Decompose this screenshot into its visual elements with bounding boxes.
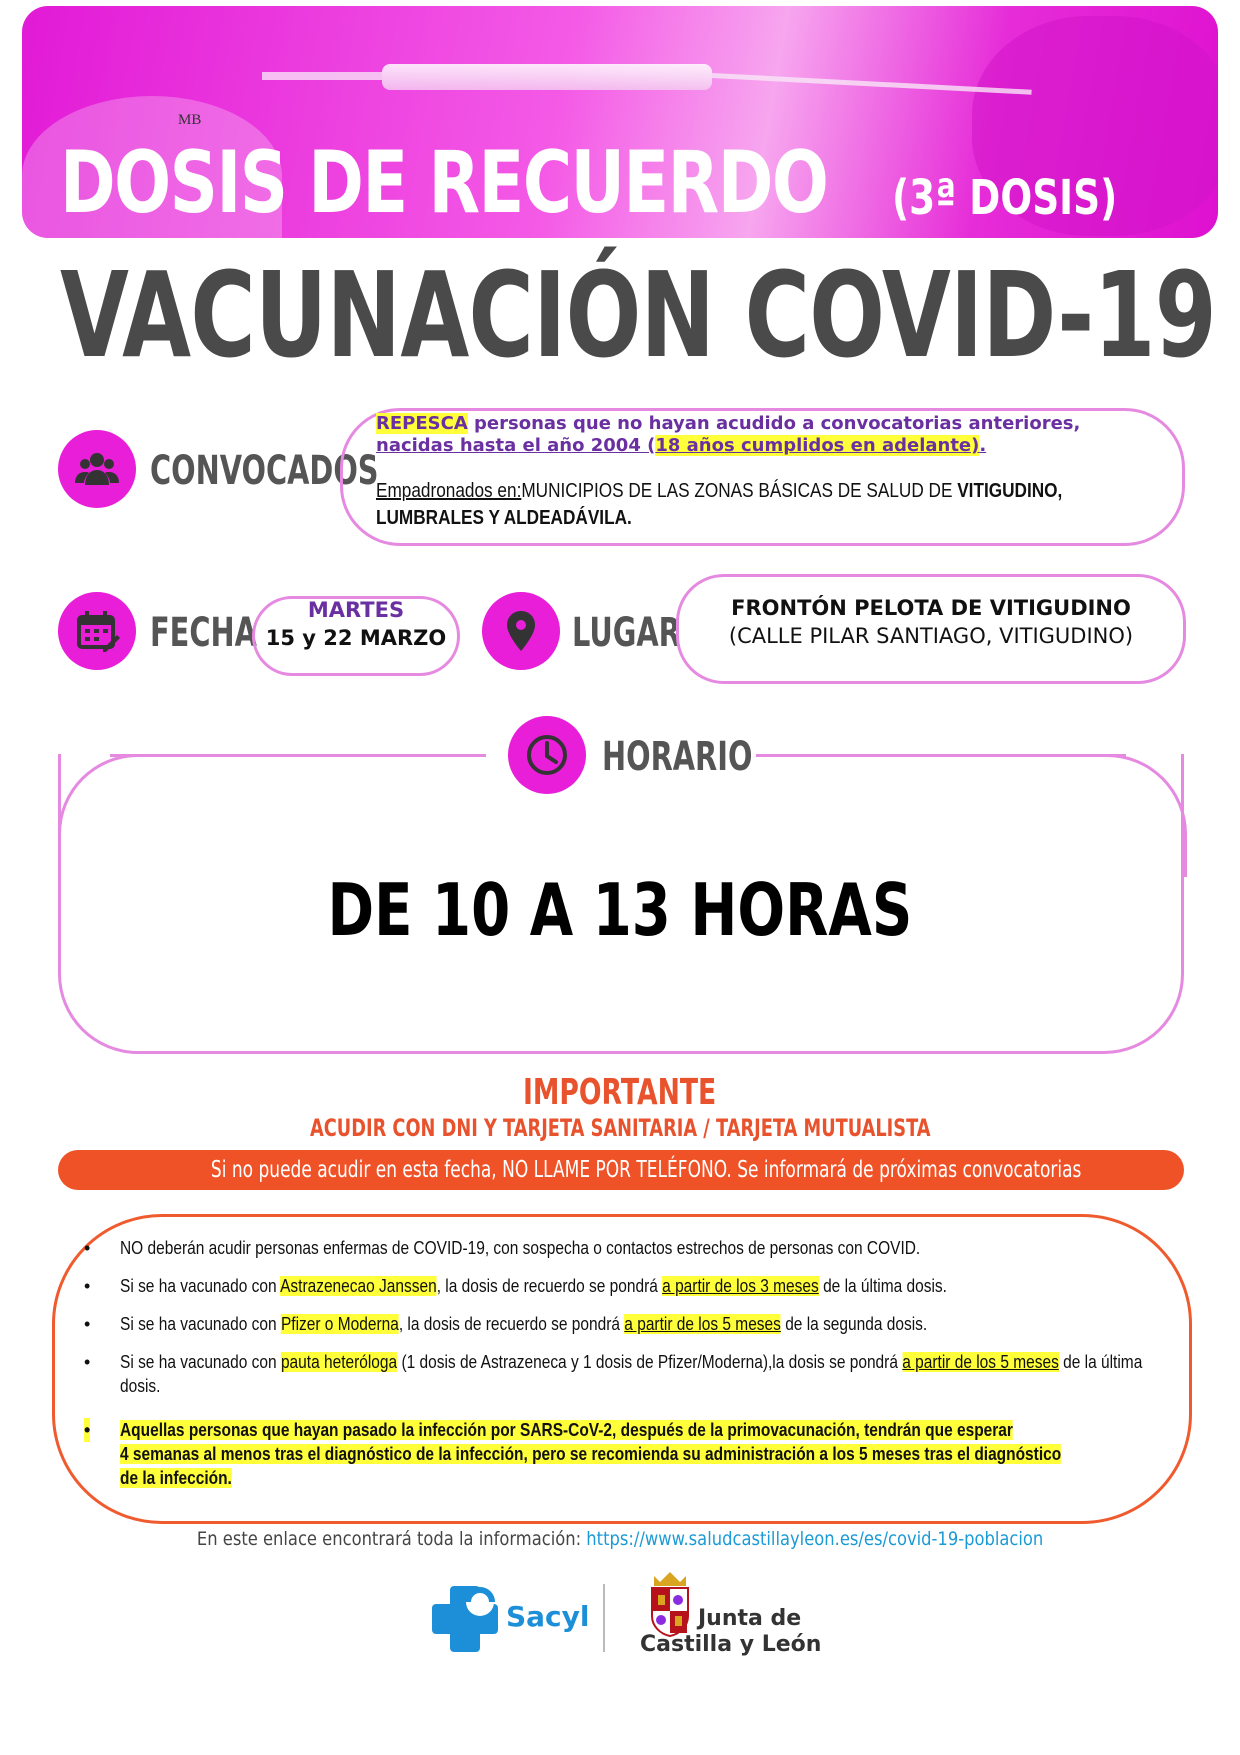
mb-mark: MB — [178, 112, 202, 128]
fecha-label: FECHA — [150, 610, 257, 656]
municipios-text: MUNICIPIOS DE LAS ZONAS BÁSICAS DE SALUD DE — [521, 480, 958, 502]
location-pin-icon — [482, 592, 560, 670]
repesca-rest: personas que no hayan acudido a convocatorias anteriores, — [467, 413, 1081, 434]
list-item — [80, 1236, 1190, 1260]
junta-name-line-2: Castilla y León — [640, 1632, 822, 1657]
importante-subtitle-text: ACUDIR CON DNI Y TARJETA SANITARIA / TARJETA MUTUALISTA — [309, 1114, 931, 1142]
coat-of-arms-icon — [648, 1568, 692, 1638]
no-llame-text: Si no puede acudir en esta fecha, NO LLAME POR TELÉFONO. Se informará de próximas convocatorias — [210, 1157, 1082, 1183]
age-highlight: 18 años cumplidos en adelante) — [655, 435, 980, 456]
bullet-dot: • — [84, 1276, 91, 1296]
birth-year-text: nacidas hasta el año 2004 ( — [376, 435, 656, 456]
main-title: VACUNACIÓN COVID-19 — [60, 246, 1216, 384]
convocados-municipios-text — [376, 478, 1166, 532]
list-item — [80, 1312, 1190, 1336]
bullet-dot: • — [84, 1352, 91, 1372]
line2-end: . — [979, 435, 987, 456]
note-2-a: Si se ha vacunado con — [120, 1276, 281, 1296]
convocados-label: CONVOCADOS — [150, 448, 379, 494]
info-link-label: En este enlace encontrará toda la información: — [196, 1528, 587, 1550]
banner-title: DOSIS DE RECUERDO — [60, 133, 828, 233]
repesca-highlight: REPESCA — [376, 413, 468, 434]
bullet-dot: • — [84, 1314, 91, 1334]
bullet-dot: • — [84, 1238, 91, 1258]
note-3-a: Si se ha vacunado con — [120, 1314, 281, 1334]
note-4-a: Si se ha vacunado con — [120, 1352, 281, 1372]
note-3-vaccine: Pfizer o Moderna — [280, 1314, 399, 1334]
no-llame-banner — [58, 1150, 1184, 1190]
lugar-label: LUGAR — [572, 610, 681, 656]
info-link-line — [0, 1528, 1240, 1550]
calendar-icon — [58, 592, 136, 670]
hours-text: DE 10 A 13 HORAS — [327, 868, 913, 952]
note-4-vaccine: pauta heteróloga — [280, 1352, 398, 1372]
note-4-interval: a partir de los 5 meses — [902, 1352, 1059, 1372]
note-2-interval: a partir de los 3 meses — [662, 1276, 819, 1296]
logo-divider — [603, 1584, 605, 1652]
lumbrales-text: LUMBRALES Y ALDEADÁVILA. — [376, 507, 632, 529]
vitigudino-text: VITIGUDINO, — [957, 480, 1063, 502]
list-item — [80, 1418, 1190, 1490]
notes-list — [80, 1236, 1190, 1504]
sacyl-name: Sacyl — [506, 1600, 590, 1633]
note-3-interval: a partir de los 5 meses — [624, 1314, 781, 1334]
syringe-icon — [262, 72, 382, 80]
importante-title — [0, 1072, 1240, 1113]
importante-subtitle — [0, 1114, 1240, 1142]
note-2-c: de la última dosis. — [818, 1276, 947, 1296]
note-4-b: (1 dosis de Astrazeneca y 1 dosis de Pfizer/Moderna),la dosis se pondrá — [397, 1352, 903, 1372]
info-link-url[interactable]: https://www.saludcastillayleon.es/es/covid-19-poblacion — [586, 1528, 1044, 1550]
horario-hours — [0, 868, 1240, 952]
junta-name-line-1: Junta de — [698, 1606, 802, 1631]
bullet-dot: • — [84, 1420, 91, 1440]
clock-icon — [508, 716, 586, 794]
lugar-address: (CALLE PILAR SANTIAGO, VITIGUDINO) — [728, 624, 1134, 648]
note-2-b: , la dosis de recuerdo se pondrá — [436, 1276, 663, 1296]
horario-label: HORARIO — [602, 734, 753, 780]
note-3-c: de la segunda dosis. — [780, 1314, 928, 1334]
syringe-barrel — [382, 64, 712, 90]
note-2-vaccine: Astrazenecao Janssen — [280, 1276, 437, 1296]
note-1-text: NO deberán acudir personas enfermas de COVID-19, con sospecha o contactos estrechos de personas con COVID. — [120, 1238, 921, 1258]
note-5-line-2: 4 semanas al menos tras el diagnóstico de la infección, pero se recomienda su administración a los 5 meses tras el diagnóstico — [120, 1444, 1062, 1464]
sacyl-logo-icon — [428, 1582, 502, 1656]
people-icon — [58, 430, 136, 508]
importante-title-text: IMPORTANTE — [523, 1072, 717, 1113]
fecha-day: MARTES — [307, 598, 405, 622]
banner-subtitle: (3ª DOSIS) — [892, 170, 1118, 226]
note-5-line-1: Aquellas personas que hayan pasado la infección por SARS-CoV-2, después de la primovacunación, tendrán que esperar — [120, 1420, 1013, 1440]
convocados-repesca-text — [376, 413, 1156, 457]
list-item — [80, 1274, 1190, 1298]
empadronados-label: Empadronados en: — [376, 480, 522, 502]
list-item — [80, 1350, 1190, 1398]
fecha-dates: 15 y 22 MARZO — [265, 626, 447, 650]
note-5-line-3: de la infección. — [120, 1468, 232, 1488]
note-4-c: de la última dosis. — [120, 1352, 1143, 1396]
note-3-b: , la dosis de recuerdo se pondrá — [398, 1314, 625, 1334]
lugar-place: FRONTÓN PELOTA DE VITIGUDINO — [731, 596, 1131, 620]
